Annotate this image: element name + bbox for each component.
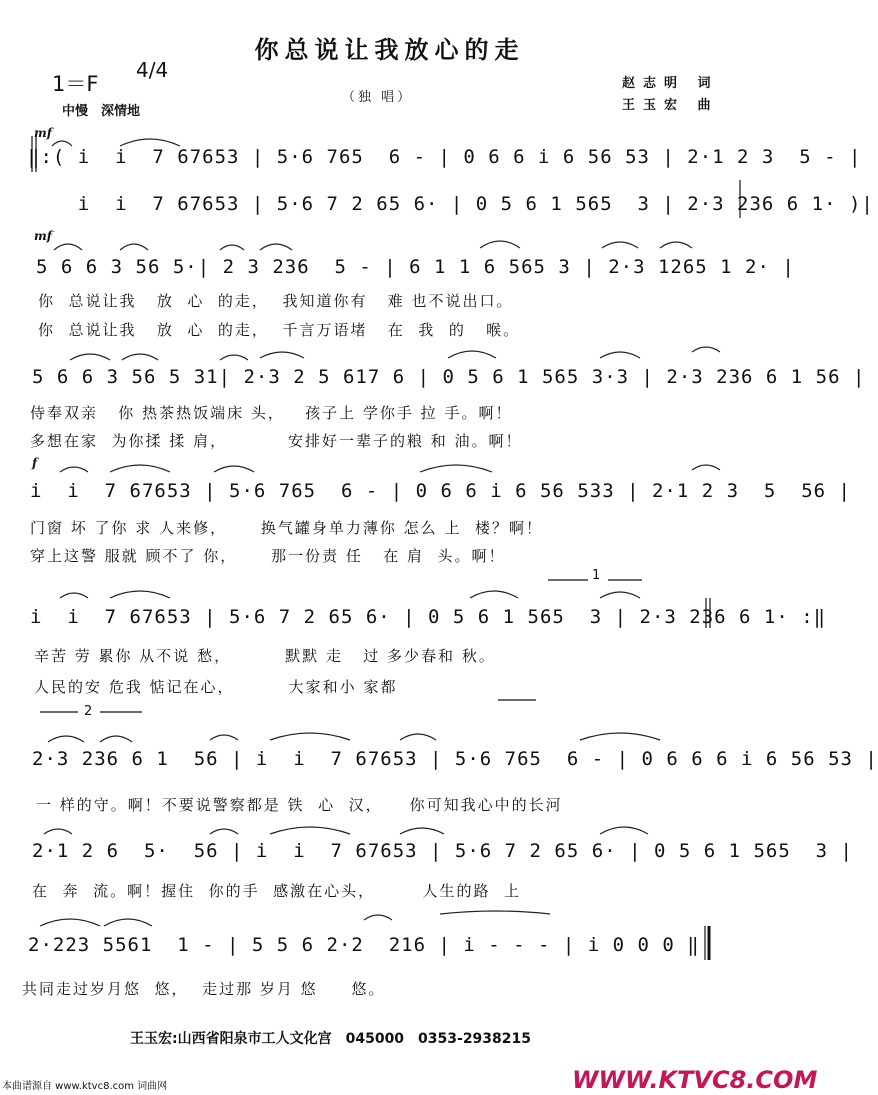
slur-mark — [70, 354, 110, 360]
slur-mark — [110, 591, 170, 598]
volta-2-label: 2 — [84, 704, 93, 719]
system-3-notes: i i 7 67653 | 5·6 765 6 - | 0 6 6 i 6 56 533 | 2·1 2 3 5 56 | — [30, 480, 851, 502]
slur-mark — [260, 244, 292, 250]
system-2-lyric-1: 侍奉双亲 你 热茶热饭端床 头， 孩子上 学你手 拉 手。啊！ — [30, 404, 513, 422]
slur-mark — [600, 592, 640, 598]
slur-mark — [52, 141, 72, 146]
slur-mark — [122, 354, 158, 360]
system-4-notes: i i 7 67653 | 5·6 7 2 65 6· | 0 5 6 1 565 3 | 2·3 236 6 1· :‖ — [30, 606, 827, 628]
system-1-notes: 5 6 6 3 56 5·| 2 3 236 5 - | 6 1 1 6 565 3 | 2·3 1265 1 2· | — [36, 256, 795, 278]
system-2-lyric-2: 多想在家 为你揉 揉 肩， 安排好一辈子的粮 和 油。啊！ — [30, 432, 523, 450]
site-logo: WWW.KTVC8.COM — [572, 1066, 818, 1094]
slur-mark — [400, 828, 444, 834]
slur-mark — [270, 733, 350, 740]
slur-mark — [214, 466, 254, 472]
system-1-lyric-2: 你 总说让我 放 心 的走， 千言万语堵 在 我 的 喉。 — [38, 321, 521, 339]
performance-mode: （独 唱） — [342, 90, 414, 105]
time-signature: 4/4 — [136, 58, 169, 82]
system-3-lyric-1: 门窗 坏 了你 求 人来修， 换气罐身单力薄你 怎么 上 楼？啊！ — [30, 519, 543, 537]
slur-mark — [54, 244, 82, 250]
slur-mark — [44, 829, 72, 834]
system-1-lyric-1: 你 总说让我 放 心 的走， 我知道你有 难 也不说出口。 — [38, 292, 514, 310]
slur-mark — [60, 593, 88, 598]
dynamic-mf-verse: mf — [34, 229, 52, 243]
slur-mark — [210, 829, 238, 834]
system-4-lyric-2: 人民的安 危我 惦记在心， 大家和小 家都 — [34, 678, 398, 696]
system-2-notes: 5 6 6 3 56 5 31| 2·3 2 5 617 6 | 0 5 6 1 565 3·3 | 2·3 236 6 1 56 | — [32, 366, 866, 388]
system-6-notes: 2·1 2 6 5· 56 | i i 7 67653 | 5·6 7 2 65 6· | 0 5 6 1 565 3 | — [32, 840, 853, 862]
intro-line-1: ‖:( i i 7 67653 | 5·6 765 6 - | 0 6 6 i 6 56 53 | 2·1 2 3 5 - | — [28, 146, 862, 168]
slur-mark — [692, 347, 720, 352]
slur-mark — [220, 245, 244, 250]
slur-mark — [470, 591, 518, 598]
contact-footer: 王玉宏:山西省阳泉市工人文化宫 045000 0353-2938215 — [130, 1031, 532, 1047]
intro-line-2: i i 7 67653 | 5·6 7 2 65 6· | 0 5 6 1 565 3 | 2·3 236 6 1· )| — [28, 193, 874, 215]
slur-mark — [400, 734, 436, 740]
slur-mark — [120, 139, 180, 146]
system-6-lyric-1: 在 奔 流。啊！握住 你的手 感激在心头， 人生的路 上 — [32, 882, 522, 900]
system-7-notes: 2·223 5561 1 - | 5 5 6 2·2 216 | i - - - | i 0 0 0 ‖ — [28, 934, 700, 956]
slur-mark — [100, 736, 132, 742]
dynamic-f: f — [32, 456, 38, 470]
slur-mark — [448, 351, 496, 358]
system-3-lyric-2: 穿上这警 服就 顾不了 你， 那一份责 任 在 肩 头。啊！ — [30, 547, 506, 565]
slur-mark — [48, 736, 84, 742]
slur-mark — [220, 355, 248, 360]
slur-mark — [110, 465, 170, 472]
slur-mark — [364, 915, 392, 920]
slur-mark — [210, 735, 238, 740]
slur-mark — [692, 465, 720, 470]
song-title: 你总说让我放心的走 — [254, 36, 525, 64]
system-7-lyric-1: 共同走过岁月悠 悠， 走过那 岁月 悠 悠。 — [22, 980, 386, 998]
system-4-lyric-1: 辛苦 劳 累你 从不说 愁， 默默 走 过 多少春和 秋。 — [34, 647, 496, 665]
source-note: 本曲谱源自 www.ktvc8.com 词曲网 — [2, 1081, 168, 1092]
key-signature: 1＝F — [52, 72, 99, 96]
system-5-lyric-1: 一 样的守。啊！不要说警察都是 铁 心 汉， 你可知我心中的长河 — [36, 796, 563, 814]
slur-mark — [600, 352, 640, 358]
slur-mark — [104, 919, 152, 926]
slur-mark — [120, 244, 148, 250]
slur-mark — [600, 827, 648, 834]
slur-mark — [660, 242, 692, 248]
dynamic-mf-intro: mf — [34, 126, 52, 140]
volta-1-label: 1 — [592, 568, 601, 583]
slur-mark — [580, 733, 660, 740]
slur-mark — [40, 919, 100, 926]
slur-mark — [480, 241, 520, 248]
slur-mark — [260, 352, 304, 358]
slur-mark — [602, 242, 638, 248]
system-5-notes: 2·3 236 6 1 56 | i i 7 67653 | 5·6 765 6 - | 0 6 6 6 i 6 56 53 | — [32, 748, 878, 770]
slur-mark — [60, 467, 88, 472]
tempo-marking: 中慢 深情地 — [62, 104, 141, 119]
slur-mark — [420, 465, 492, 472]
lyricist-credit: 赵志明 词 — [622, 76, 719, 91]
composer-credit: 王玉宏 曲 — [622, 98, 719, 113]
slur-mark — [270, 827, 350, 834]
slur-mark — [440, 911, 550, 914]
